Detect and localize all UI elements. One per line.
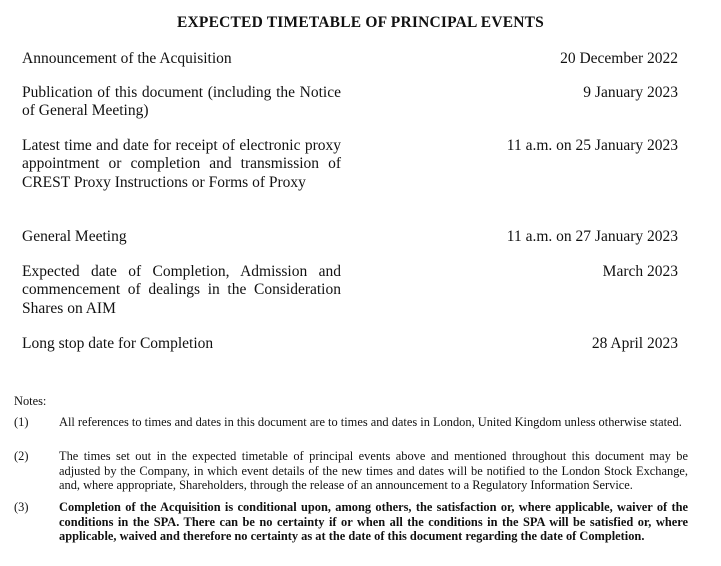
note-text: All references to times and dates in this document are to times and dates in London, United Kingdom unless otherwise stated. bbox=[59, 415, 682, 429]
note-text: Completion of the Acquisition is conditional upon, among others, the satisfaction or, where applicable, waiver of the conditions in the SPA. There can be no certainty if or when all the conditions in the SPA will be satisfied or, where applicable, waived and therefore no certainty as at the date of this document regarding the date of Completion. bbox=[59, 500, 688, 544]
event-date: 11 a.m. on 27 January 2023 bbox=[506, 228, 678, 245]
notes-heading: Notes: bbox=[14, 394, 47, 408]
event-date: 28 April 2023 bbox=[591, 335, 678, 352]
event-date: 20 December 2022 bbox=[560, 50, 678, 67]
event-description: Publication of this document (including the Notice of General Meeting) bbox=[22, 84, 341, 120]
note-number: (3) bbox=[14, 500, 29, 514]
event-description: General Meeting bbox=[22, 228, 127, 245]
note-text: The times set out in the expected timetable of principal events above and mentioned throughout this document may be adjusted by the Company, in which event details of the new times and dates will be notified to the London Stock Exchange, and, where appropriate, Shareholders, through the release of an announcement to a Regulatory Information Service. bbox=[59, 449, 688, 493]
note-number: (2) bbox=[14, 449, 29, 463]
event-description: Expected date of Completion, Admission and commencement of dealings in the Consideration Shares on AIM bbox=[22, 263, 341, 317]
event-description: Latest time and date for receipt of electronic proxy appointment or completion and transmission of CREST Proxy Instructions or Forms of Proxy bbox=[22, 137, 341, 191]
event-date: March 2023 bbox=[602, 263, 678, 280]
event-description: Announcement of the Acquisition bbox=[22, 50, 232, 67]
event-date: 11 a.m. on 25 January 2023 bbox=[506, 137, 678, 154]
note-number: (1) bbox=[14, 415, 29, 429]
event-description: Long stop date for Completion bbox=[22, 335, 214, 352]
event-date: 9 January 2023 bbox=[583, 84, 678, 101]
page-title: EXPECTED TIMETABLE OF PRINCIPAL EVENTS bbox=[176, 14, 545, 31]
